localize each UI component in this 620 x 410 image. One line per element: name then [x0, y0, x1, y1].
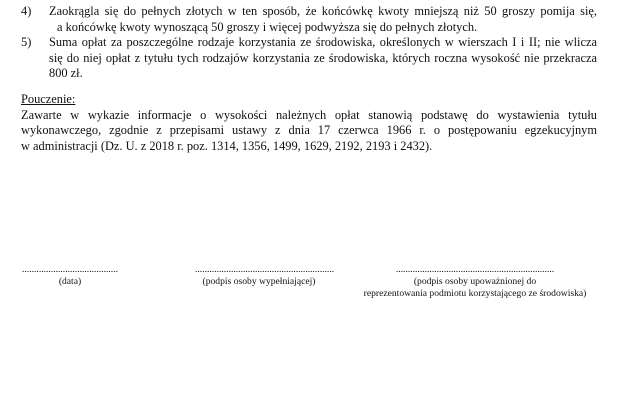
instruction-title: Pouczenie:	[21, 92, 76, 106]
footnote-text	[49, 35, 597, 82]
dotted-line: ..........................................................	[195, 264, 335, 275]
instruction-line: w administracji (Dz. U. z 2018 r. poz. 1314, 1356, 1499, 1629, 2192, 2193 i 2432).	[21, 138, 433, 153]
footnote-line: 800 zł.	[49, 66, 83, 81]
footnotes-list	[21, 4, 597, 82]
footnote-5	[21, 35, 597, 82]
footnote-number: 5)	[21, 35, 32, 50]
footnote-4	[21, 4, 597, 35]
footnote-line: się do niej opłat z tytułu tych rodzajów korzystania ze środowiska, których roczna wysokość nie przekracza	[49, 50, 597, 65]
instruction-line: wykonawczego, zgodnie z przepisami ustawy z dnia 17 czerwca 1966 r. o postępowaniu egzekucyjnym	[21, 123, 597, 138]
instruction-section	[21, 92, 597, 154]
instruction-line: Zawarte w wykazie informacje o wysokości należnych opłat stanowią podstawę do wystawienia tytułu	[21, 107, 597, 122]
dotted-line: ........................................	[22, 264, 118, 275]
footnote-line: a końcówkę kwoty wynoszącą 50 groszy i więcej podwyższa się do pełnych złotych.	[57, 19, 478, 34]
filler-signature-field	[195, 264, 335, 288]
authorized-signature-label-line2: reprezentowania podmiotu korzystającego ze środowiska)	[363, 288, 587, 299]
filler-signature-label: (podpis osoby wypełniającej)	[202, 276, 316, 287]
footnote-line: Zaokrągla się do pełnych złotych w ten sposób, że końcówkę kwoty mniejszą niż 50 groszy pomija się,	[49, 4, 597, 18]
authorized-signature-label-line1: (podpis osoby upoważnionej do	[413, 276, 537, 287]
dotted-line: ..................................................................	[395, 264, 555, 275]
date-signature-field	[22, 264, 118, 288]
footnote-number: 4)	[21, 4, 32, 18]
footnote-text	[49, 4, 597, 35]
date-label: (data)	[58, 276, 82, 287]
footnote-line: Suma opłat za poszczególne rodzaje korzystania ze środowiska, określonych w wierszach I i II; nie wlicza	[49, 35, 597, 50]
authorized-signature-field	[352, 264, 598, 300]
instruction-body	[21, 108, 597, 155]
